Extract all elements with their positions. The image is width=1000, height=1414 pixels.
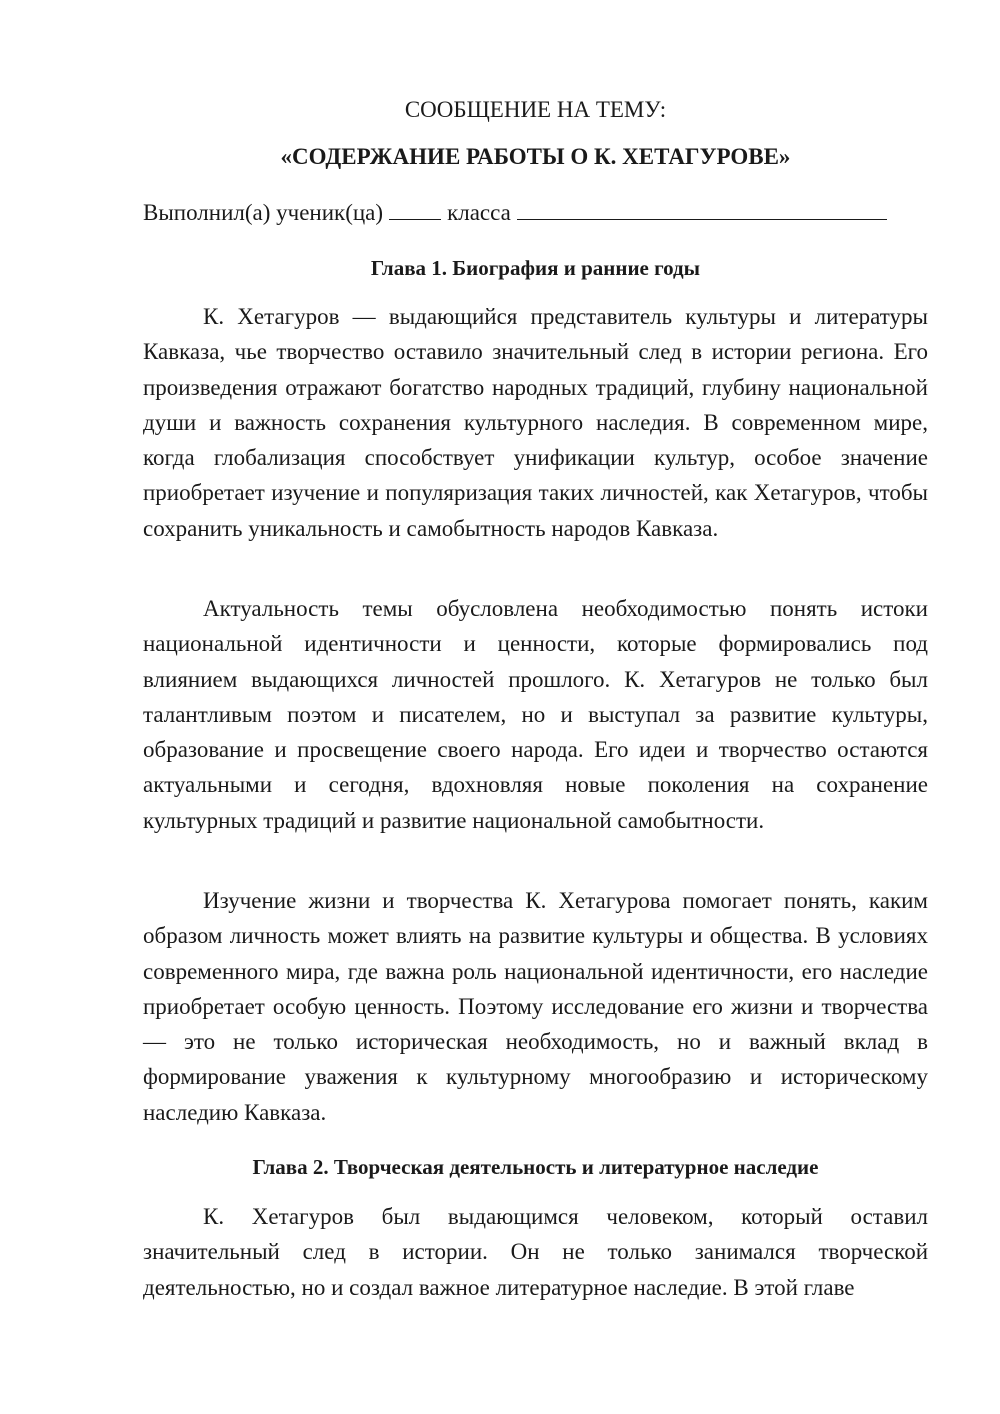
chapter-1-paragraph-1: К. Хетагуров — выдающийся представитель культуры и литературы Кавказа, чье творчество оставило значительный след в истории региона. Его произведения отражают богатство народных традиций, глубину национальной души и важность сохранения культурного наследия. В современном мире, когда глобализация способствует унификации культур, особое значение приобретает изучение и популяризация таких личностей, как Хетагуров, чтобы сохранить уникальность и самобытность народов Кавказа. bbox=[143, 304, 928, 541]
chapter-2-heading: Глава 2. Творческая деятельность и литературное наследие bbox=[252, 1155, 819, 1179]
chapter-1-paragraph-2: Актуальность темы обусловлена необходимостью понять истоки национальной идентичности и ценности, которые формировались под влиянием выдающихся личностей прошлого. К. Хетагуров не только был талантливым поэтом и писателем, но и выступал за развитие культуры, образование и просвещение своего народа. Его идеи и творчество остаются актуальными и сегодня, вдохновляя новые поколения на сохранение культурных традиций и развитие национальной самобытности. bbox=[143, 596, 928, 833]
class-label: класса bbox=[447, 200, 511, 225]
student-name-blank bbox=[517, 195, 887, 220]
class-number-blank bbox=[389, 195, 441, 220]
chapter-2-paragraph-1: К. Хетагуров был выдающимся человеком, который оставил значительный след в истории. Он не только занимался творческой деятельностью, но и создал важное литературное наследие. В этой главе bbox=[143, 1204, 928, 1300]
performed-by-label: Выполнил(а) ученик(ца) bbox=[143, 200, 384, 225]
document-title: СООБЩЕНИЕ НА ТЕМУ: bbox=[404, 97, 667, 122]
chapter-1-paragraph-3: Изучение жизни и творчества К. Хетагурова помогает понять, каким образом личность может влиять на развитие культуры и общества. В условиях современного мира, где важна роль национальной идентичности, его наследие приобретает особую ценность. Поэтому исследование его жизни и творчества — это не только историческая необходимость, но и важный вклад в формирование уважения к культурному многообразию и историческому наследию Кавказа. bbox=[143, 888, 928, 1125]
chapter-1-heading: Глава 1. Биография и ранние годы bbox=[370, 256, 701, 280]
document-subtitle: «СОДЕРЖАНИЕ РАБОТЫ О К. ХЕТАГУРОВЕ» bbox=[280, 144, 791, 169]
author-line bbox=[143, 195, 928, 230]
